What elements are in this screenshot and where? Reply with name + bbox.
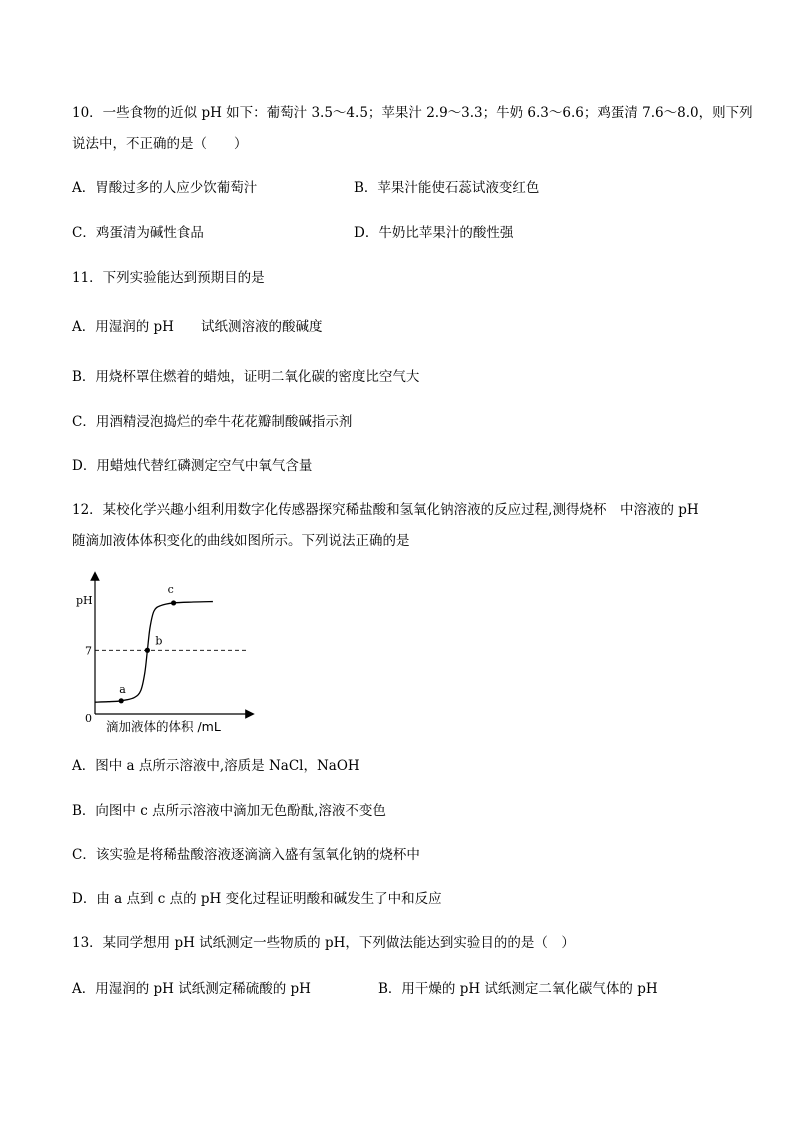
q10-stem-line1: 10．一些食物的近似 pH 如下：葡萄汁 3.5～4.5；苹果汁 2.9～3.3；牛奶 6.3～6.6；鸡蛋清 7.6～8.0，则下列 [72,105,753,121]
q13-option-a: A．用湿润的 pH 试纸测定稀硫酸的 pH [72,981,311,997]
point-a [119,698,124,703]
point-b-label: b [155,634,163,648]
ph-chart-svg [76,570,256,740]
point-b [145,648,150,653]
q12-option-c: C．该实验是将稀盐酸溶液逐滴滴入盛有氢氧化钠的烧杯中 [72,847,420,863]
q13-option-b: B．用干燥的 pH 试纸测定二氧化碳气体的 pH [378,981,658,997]
q12-option-b: B．向图中 c 点所示溶液中滴加无色酚酞,溶液不变色 [72,803,386,819]
q10-option-b: B．苹果汁能使石蕊试液变红色 [354,180,540,196]
q12-option-d: D．由 a 点到 c 点的 pH 变化过程证明酸和碱发生了中和反应 [72,891,442,907]
q10-option-d: D．牛奶比苹果汁的酸性强 [354,225,514,241]
q12-option-a: A．图中 a 点所示溶液中,溶质是 NaCl，NaOH [72,758,360,774]
q10-option-c: C．鸡蛋清为碱性食品 [72,225,204,241]
point-c-label: c [167,582,174,596]
q11-option-a: A．用湿润的 pH 试纸测溶液的酸碱度 [72,319,323,335]
y-axis-label: pH [76,594,93,607]
q12-stem-line2: 随滴加液体体积变化的曲线如图所示。下列说法正确的是 [72,533,410,549]
y-tick-label-7: 7 [85,644,92,658]
ph-chart [76,570,256,740]
q10-option-a: A．胃酸过多的人应少饮葡萄汁 [72,180,258,196]
q11-option-d: D．用蜡烛代替红磷测定空气中氧气含量 [72,458,313,474]
origin-label: 0 [85,712,92,725]
point-a-label: a [119,682,126,696]
x-axis-label: 滴加液体的体积 /mL [106,719,221,734]
ph-curve [95,602,213,703]
q11-option-b: B．用烧杯罩住燃着的蜡烛，证明二氧化碳的密度比空气大 [72,369,420,385]
q10-stem-line2: 说法中，不正确的是（ ） [72,136,248,152]
q13-stem: 13．某同学想用 pH 试纸测定一些物质的 pH，下列做法能达到实验目的的是（ ） [72,935,575,951]
q11-option-c: C．用酒精浸泡捣烂的牵牛花花瓣制酸碱指示剂 [72,414,353,430]
q11-stem: 11．下列实验能达到预期目的是 [72,270,265,286]
q12-stem-line1: 12．某校化学兴趣小组利用数字化传感器探究稀盐酸和氢氧化钠溶液的反应过程,测得烧杯 中溶液的 pH [72,502,699,518]
point-c [171,600,176,605]
